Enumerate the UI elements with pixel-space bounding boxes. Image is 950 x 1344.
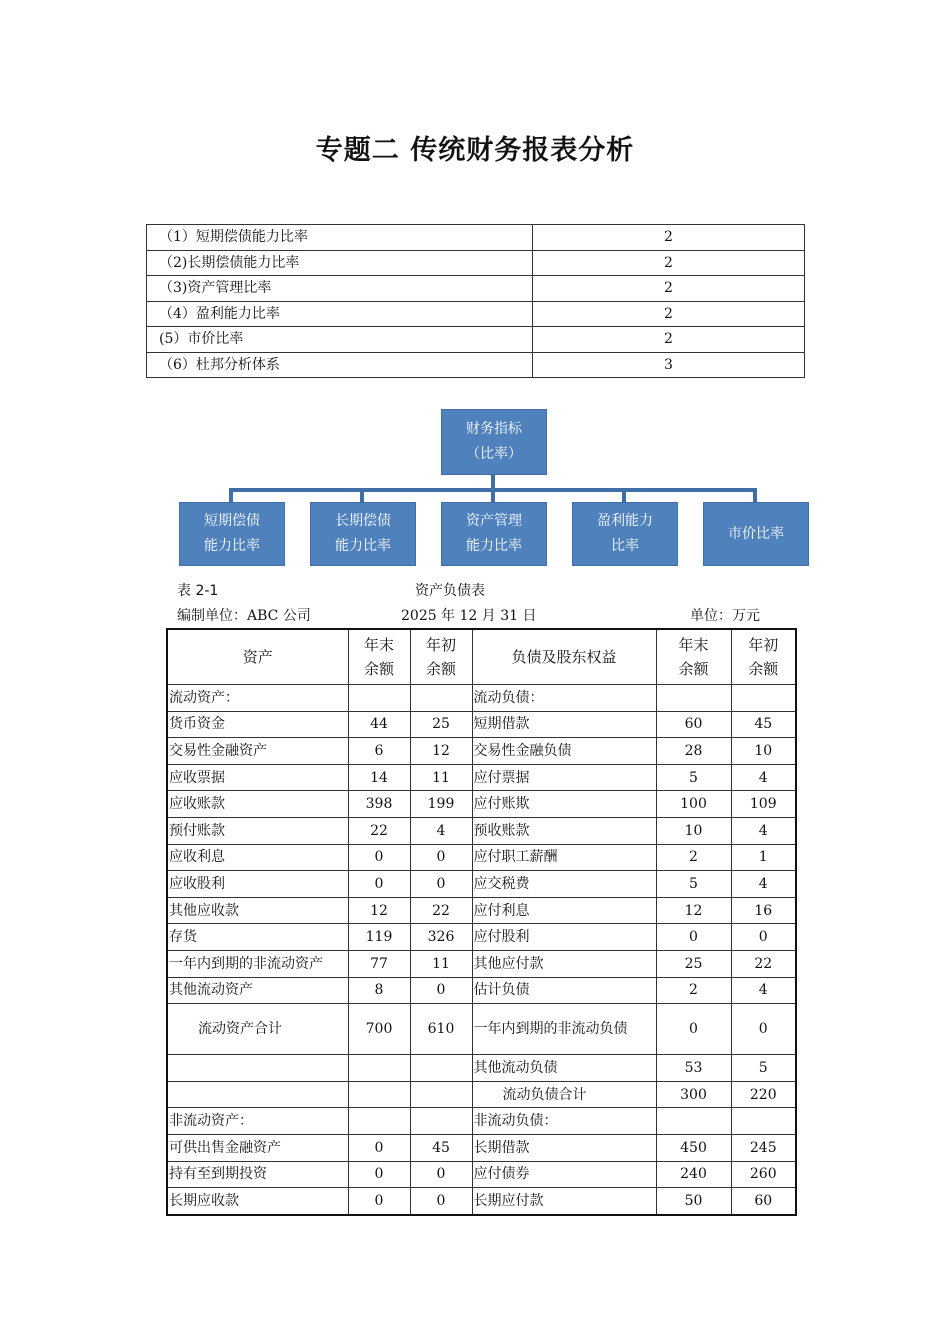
- asset-year-begin: 4: [410, 817, 472, 844]
- diagram-child-node: [310, 502, 416, 566]
- liability-name: 估计负债: [472, 977, 656, 1004]
- table-row: [167, 1134, 796, 1161]
- asset-year-end: 12: [348, 897, 410, 924]
- table-row: [167, 738, 796, 765]
- asset-name: 其他流动资产: [167, 977, 348, 1004]
- asset-name: 其他应收款: [167, 897, 348, 924]
- liability-year-begin: 245: [731, 1134, 796, 1161]
- table-row: [167, 1161, 796, 1188]
- asset-year-end: 398: [348, 791, 410, 818]
- node-line: 能力比率: [466, 538, 522, 554]
- asset-year-begin: 0: [410, 1161, 472, 1188]
- asset-name: 可供出售金融资产: [167, 1134, 348, 1161]
- diagram-child-node: [703, 502, 809, 566]
- preparer-unit: 编制单位：ABC 公司: [177, 608, 311, 624]
- asset-year-end: [348, 1055, 410, 1082]
- year-begin-header: 年初 余额: [731, 629, 796, 685]
- table-row: [167, 950, 796, 977]
- asset-year-begin: 610: [410, 1004, 472, 1055]
- outline-value: 2: [533, 225, 805, 251]
- liability-name: 应付利息: [472, 897, 656, 924]
- asset-year-begin: 0: [410, 977, 472, 1004]
- liability-year-end: 2: [656, 977, 731, 1004]
- asset-year-end: 0: [348, 1161, 410, 1188]
- table-row: [167, 1188, 796, 1215]
- table-row: [167, 1108, 796, 1135]
- outline-label: （3)资产管理比率: [147, 276, 533, 302]
- table-row: [167, 844, 796, 871]
- asset-year-begin: [410, 1108, 472, 1135]
- asset-name: 流动资产合计: [167, 1004, 348, 1055]
- liability-name: 应付股利: [472, 924, 656, 951]
- liability-name: 流动负债合计: [472, 1081, 656, 1108]
- header-row: [167, 629, 796, 685]
- node-line: 财务指标: [466, 421, 522, 437]
- asset-year-begin: [410, 685, 472, 712]
- liability-year-begin: 10: [731, 738, 796, 765]
- currency-unit: 单位：万元: [690, 608, 760, 624]
- asset-year-begin: 0: [410, 844, 472, 871]
- connector-line: [360, 488, 364, 502]
- liability-year-begin: 16: [731, 897, 796, 924]
- liability-year-end: 0: [656, 1004, 731, 1055]
- asset-year-end: 0: [348, 871, 410, 898]
- asset-name: 存货: [167, 924, 348, 951]
- outline-value: 2: [533, 301, 805, 327]
- liability-year-begin: [731, 1108, 796, 1135]
- outline-value: 2: [533, 250, 805, 276]
- table-row: [167, 871, 796, 898]
- liability-year-begin: 260: [731, 1161, 796, 1188]
- liability-year-end: 25: [656, 950, 731, 977]
- node-line: 盈利能力: [597, 513, 653, 529]
- asset-name: 应收利息: [167, 844, 348, 871]
- asset-year-begin: 11: [410, 764, 472, 791]
- liability-name: 应付账欺: [472, 791, 656, 818]
- liability-year-end: 10: [656, 817, 731, 844]
- diagram-child-node: [441, 502, 547, 566]
- asset-name: [167, 1055, 348, 1082]
- liability-year-begin: 1: [731, 844, 796, 871]
- asset-year-end: 8: [348, 977, 410, 1004]
- liability-year-begin: 0: [731, 1004, 796, 1055]
- liability-year-end: [656, 685, 731, 712]
- liability-name: 其他应付款: [472, 950, 656, 977]
- asset-year-end: 0: [348, 844, 410, 871]
- asset-name: 非流动资产：: [167, 1108, 348, 1135]
- liability-year-begin: 60: [731, 1188, 796, 1215]
- liability-name: 应付票据: [472, 764, 656, 791]
- asset-year-begin: 22: [410, 897, 472, 924]
- asset-year-begin: 12: [410, 738, 472, 765]
- liability-year-end: 5: [656, 764, 731, 791]
- asset-year-begin: 11: [410, 950, 472, 977]
- report-date: 2025 年 12 月 31 日: [401, 608, 537, 624]
- table-row: [167, 897, 796, 924]
- liability-year-begin: 5: [731, 1055, 796, 1082]
- liability-name: 应付债券: [472, 1161, 656, 1188]
- liability-year-end: 60: [656, 711, 731, 738]
- outline-row: [147, 301, 805, 327]
- asset-year-end: 700: [348, 1004, 410, 1055]
- table-row: [167, 924, 796, 951]
- asset-name: 一年内到期的非流动资产: [167, 950, 348, 977]
- asset-year-end: [348, 1081, 410, 1108]
- liability-year-end: 5: [656, 871, 731, 898]
- liability-year-end: 12: [656, 897, 731, 924]
- outline-label: (5）市价比率: [147, 327, 533, 353]
- node-line: 比率: [611, 538, 639, 554]
- year-end-header: 年末 余额: [348, 629, 410, 685]
- table-row: [167, 791, 796, 818]
- asset-name: 应收票据: [167, 764, 348, 791]
- liability-name: 交易性金融负债: [472, 738, 656, 765]
- node-line: 资产管理: [466, 513, 522, 529]
- liability-year-begin: 4: [731, 871, 796, 898]
- connector-line: [753, 488, 757, 502]
- asset-year-end: 6: [348, 738, 410, 765]
- liability-year-end: 240: [656, 1161, 731, 1188]
- liability-name: 非流动负债：: [472, 1108, 656, 1135]
- liability-year-end: 50: [656, 1188, 731, 1215]
- liability-name: 预收账款: [472, 817, 656, 844]
- outline-row: [147, 250, 805, 276]
- outline-label: （4）盈利能力比率: [147, 301, 533, 327]
- asset-year-end: 119: [348, 924, 410, 951]
- asset-year-end: 44: [348, 711, 410, 738]
- liability-year-end: 28: [656, 738, 731, 765]
- asset-year-begin: 199: [410, 791, 472, 818]
- table-name: 资产负债表: [415, 583, 485, 599]
- year-begin-header: 年初 余额: [410, 629, 472, 685]
- table-row: [167, 685, 796, 712]
- year-end-header: 年末 余额: [656, 629, 731, 685]
- liability-year-end: 0: [656, 924, 731, 951]
- table-row: [167, 817, 796, 844]
- outline-row: [147, 276, 805, 302]
- liability-year-end: 300: [656, 1081, 731, 1108]
- outline-row: [147, 327, 805, 353]
- node-line: 市价比率: [728, 525, 784, 542]
- outline-table: [146, 224, 805, 378]
- page-title: 专题二 传统财务报表分析: [315, 135, 635, 166]
- connector-line: [622, 488, 626, 502]
- liability-name: 应付职工薪酬: [472, 844, 656, 871]
- liability-year-begin: 220: [731, 1081, 796, 1108]
- liability-year-begin: 109: [731, 791, 796, 818]
- asset-name: 应收账款: [167, 791, 348, 818]
- table-row: [167, 711, 796, 738]
- asset-year-begin: 45: [410, 1134, 472, 1161]
- asset-name: 应收股利: [167, 871, 348, 898]
- diagram-child-node: [572, 502, 678, 566]
- asset-name: 长期应收款: [167, 1188, 348, 1215]
- liability-year-begin: 22: [731, 950, 796, 977]
- asset-year-begin: [410, 1081, 472, 1108]
- node-line: （比率）: [466, 446, 522, 462]
- asset-year-end: 77: [348, 950, 410, 977]
- node-line: 能力比率: [204, 538, 260, 554]
- outline-row: [147, 352, 805, 378]
- asset-name: 持有至到期投资: [167, 1161, 348, 1188]
- asset-year-end: 0: [348, 1134, 410, 1161]
- liability-year-end: 450: [656, 1134, 731, 1161]
- asset-name: 流动资产：: [167, 685, 348, 712]
- outline-label: （1）短期偿债能力比率: [147, 225, 533, 251]
- liabilities-header: 负债及股东权益: [472, 629, 656, 685]
- balance-sheet-table: [166, 628, 797, 1216]
- liability-year-end: 100: [656, 791, 731, 818]
- asset-name: 货币资金: [167, 711, 348, 738]
- liability-name: 长期借款: [472, 1134, 656, 1161]
- asset-name: 交易性金融资产: [167, 738, 348, 765]
- outline-row: [147, 225, 805, 251]
- liability-name: 一年内到期的非流动负债: [472, 1004, 656, 1055]
- connector-line: [229, 488, 233, 502]
- table-row: [167, 764, 796, 791]
- table-number: 表 2-1: [177, 583, 219, 599]
- table-row: [167, 1081, 796, 1108]
- node-line: 长期偿债: [335, 513, 391, 529]
- liability-year-end: 2: [656, 844, 731, 871]
- asset-year-end: 0: [348, 1188, 410, 1215]
- asset-year-end: [348, 685, 410, 712]
- node-line: 能力比率: [335, 538, 391, 554]
- assets-header: 资产: [167, 629, 348, 685]
- liability-year-end: 53: [656, 1055, 731, 1082]
- outline-label: （2)长期偿债能力比率: [147, 250, 533, 276]
- liability-year-begin: 4: [731, 977, 796, 1004]
- liability-name: 长期应付款: [472, 1188, 656, 1215]
- connector-line: [491, 488, 495, 502]
- asset-name: 预付账款: [167, 817, 348, 844]
- asset-year-begin: 0: [410, 1188, 472, 1215]
- asset-year-begin: 326: [410, 924, 472, 951]
- liability-year-end: [656, 1108, 731, 1135]
- diagram-child-node: [179, 502, 285, 566]
- table-row: [167, 1004, 796, 1055]
- outline-label: （6）杜邦分析体系: [147, 352, 533, 378]
- liability-year-begin: 4: [731, 817, 796, 844]
- outline-value: 2: [533, 276, 805, 302]
- liability-name: 短期借款: [472, 711, 656, 738]
- asset-name: [167, 1081, 348, 1108]
- table-row: [167, 977, 796, 1004]
- asset-year-end: [348, 1108, 410, 1135]
- asset-year-begin: 25: [410, 711, 472, 738]
- asset-year-end: 22: [348, 817, 410, 844]
- liability-year-begin: [731, 685, 796, 712]
- outline-value: 2: [533, 327, 805, 353]
- liability-name: 流动负债：: [472, 685, 656, 712]
- liability-name: 应交税费: [472, 871, 656, 898]
- liability-year-begin: 0: [731, 924, 796, 951]
- node-line: 短期偿债: [204, 513, 260, 529]
- asset-year-begin: 0: [410, 871, 472, 898]
- table-row: [167, 1055, 796, 1082]
- outline-value: 3: [533, 352, 805, 378]
- asset-year-begin: [410, 1055, 472, 1082]
- liability-year-begin: 4: [731, 764, 796, 791]
- liability-name: 其他流动负债: [472, 1055, 656, 1082]
- diagram-root-node: [441, 409, 547, 475]
- asset-year-end: 14: [348, 764, 410, 791]
- liability-year-begin: 45: [731, 711, 796, 738]
